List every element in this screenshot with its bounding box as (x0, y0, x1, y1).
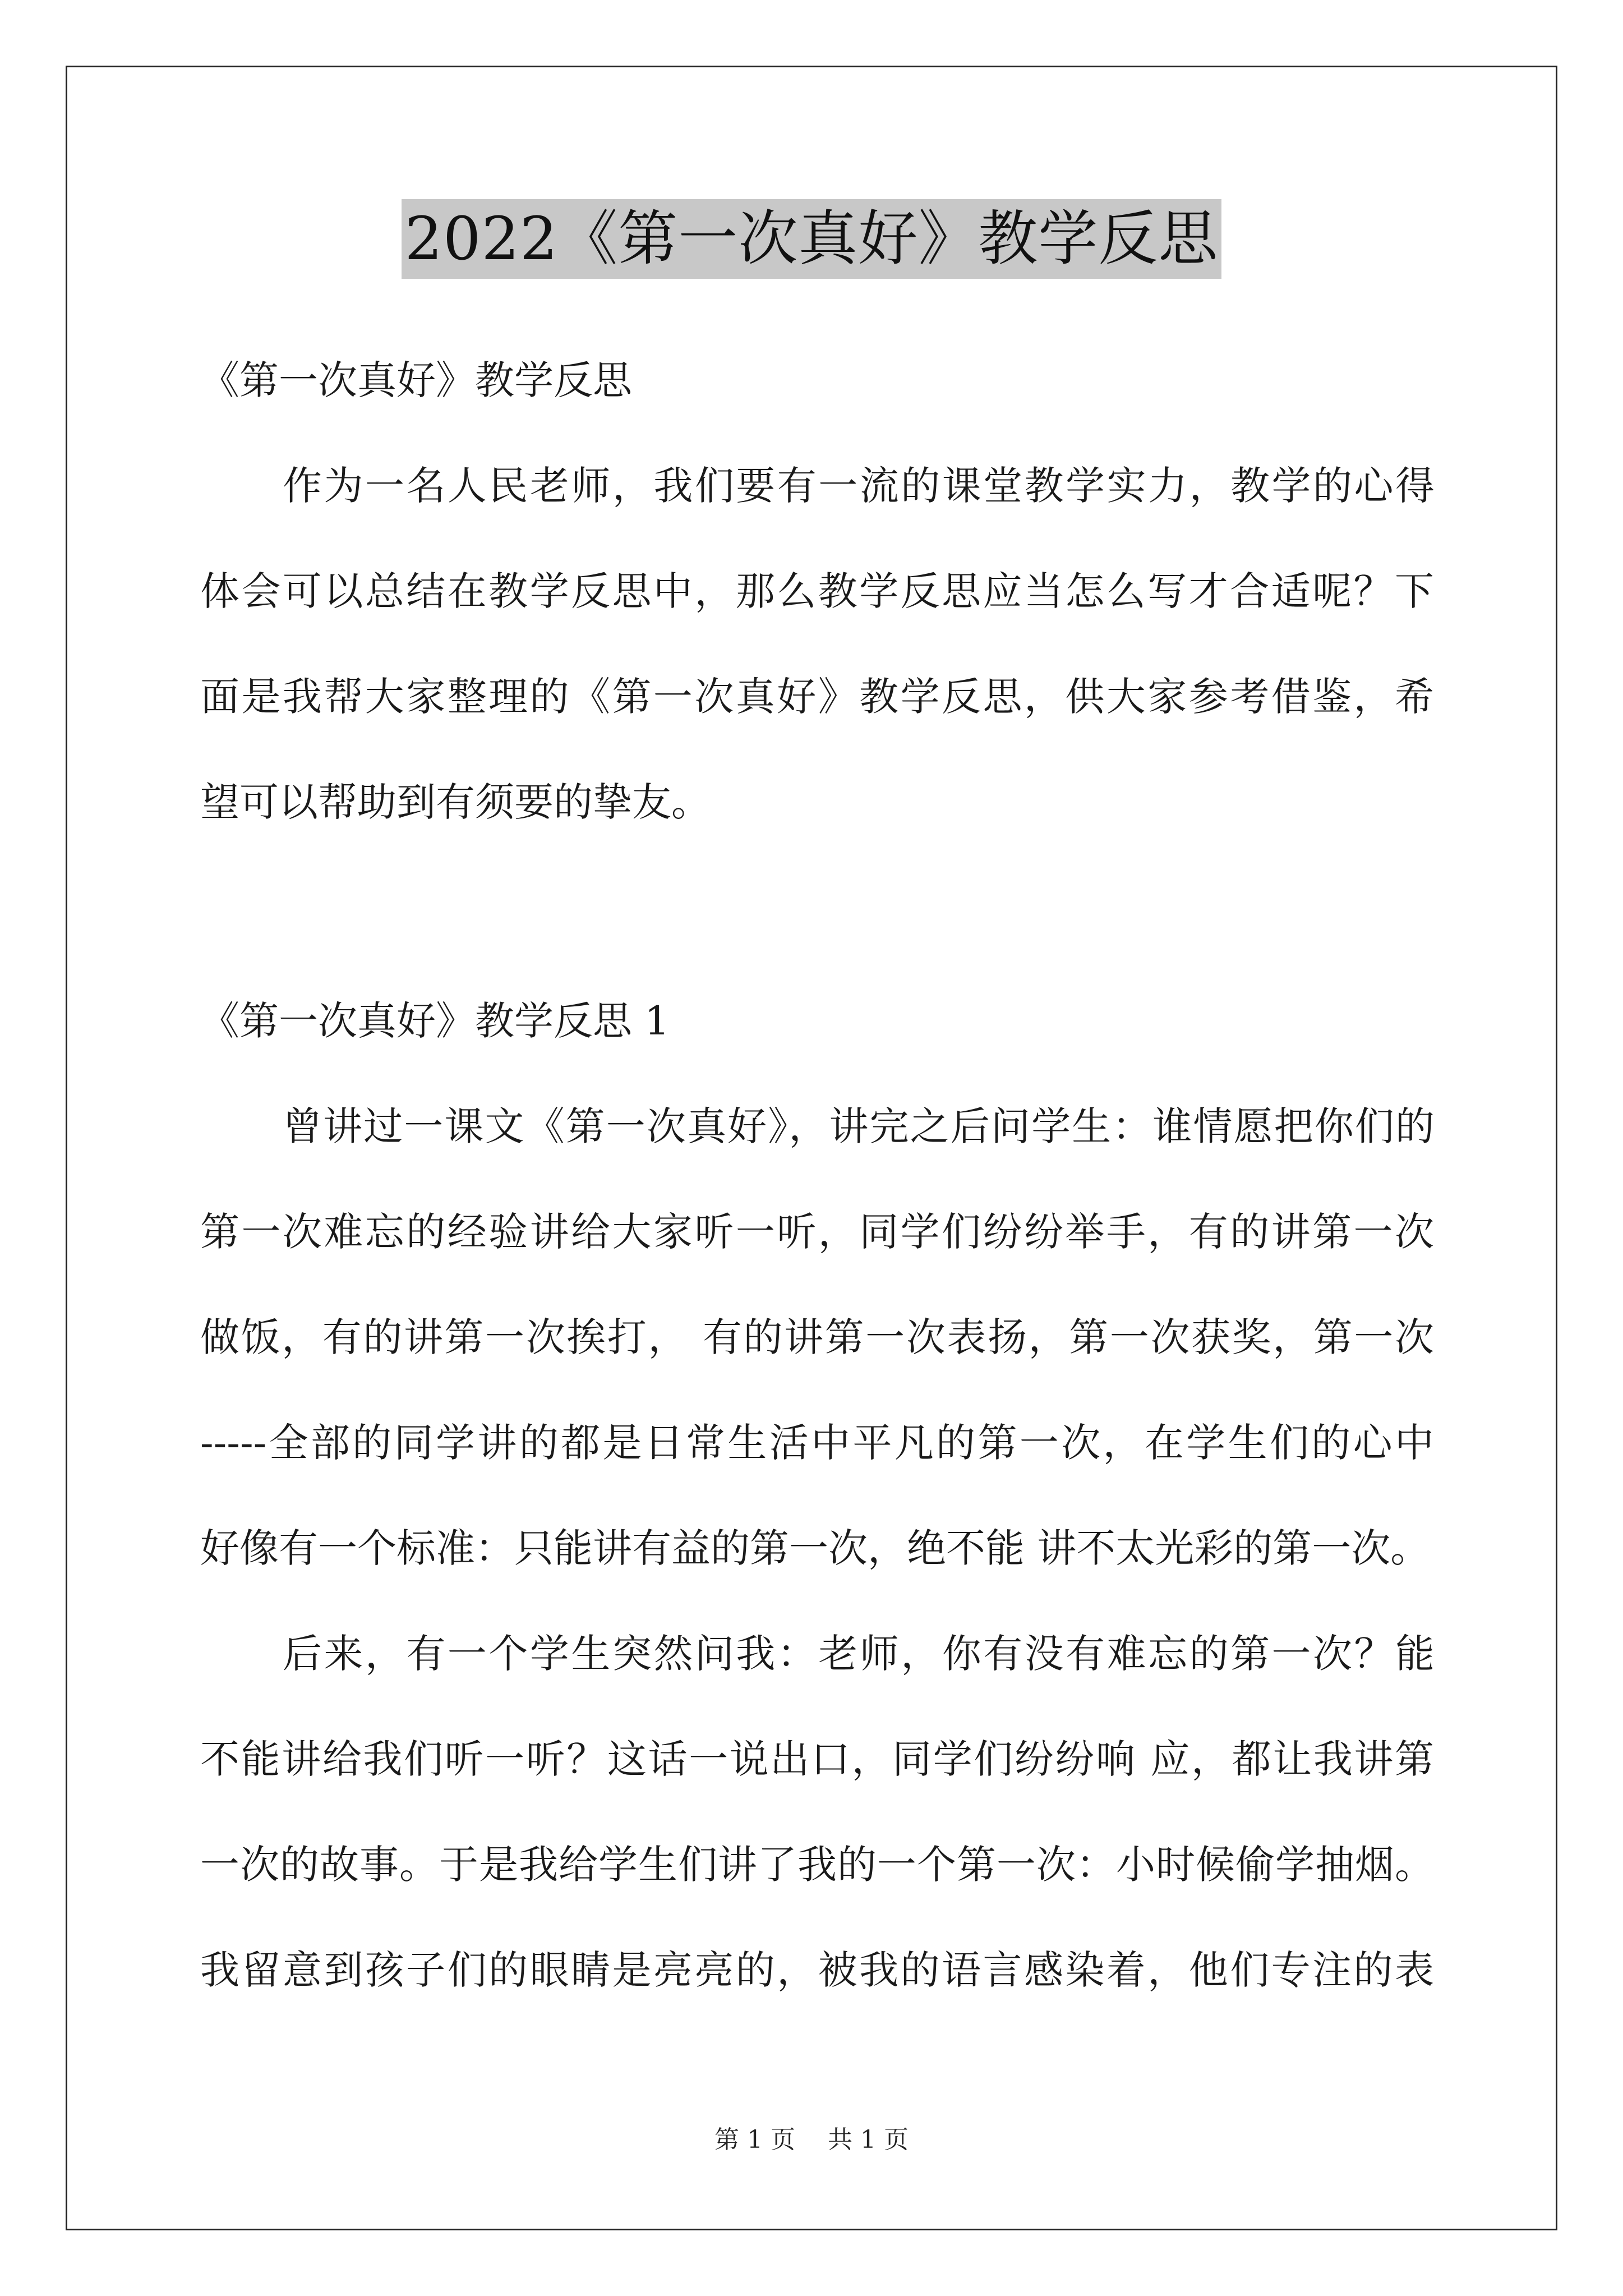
section-heading-2: 《第一次真好》教学反思 1 (200, 998, 670, 1044)
paragraph-line: 第一次难忘的经验讲给大家听一听，同学们纷纷举手，有的讲第一次 (200, 1209, 1434, 1255)
intro-line: 作为一名人民老师，我们要有一流的课堂教学实力，教学的心得 (283, 463, 1435, 509)
document-title: 2022《第一次真好》教学反思 (402, 199, 1222, 279)
paragraph-line: 我留意到孩子们的眼睛是亮亮的，被我的语言感染着，他们专注的表 (200, 1947, 1434, 1993)
page-footer: 第 1 页 共 1 页 (714, 2125, 909, 2154)
intro-line: 面是我帮大家整理的《第一次真好》教学反思，供大家参考借鉴，希 (200, 674, 1434, 720)
paragraph-line: 不能讲给我们听一听？这话一说出口，同学们纷纷响 应，都让我讲第 (200, 1736, 1434, 1782)
paragraph-line: 好像有一个标准：只能讲有益的第一次，绝不能 讲不太光彩的第一次。 (200, 1525, 1430, 1571)
paragraph-line: 后来，有一个学生突然问我：老师，你有没有难忘的第一次？能 (283, 1631, 1435, 1677)
paragraph-line: -----全部的同学讲的都是日常生活中平凡的第一次，在学生们的心中 (200, 1420, 1434, 1466)
intro-line: 体会可以总结在教学反思中，那么教学反思应当怎么写才合适呢？下 (200, 568, 1434, 614)
paragraph-line: 曾讲过一课文《第一次真好》，讲完之后问学生：谁情愿把你们的 (283, 1103, 1435, 1149)
paragraph-line: 做饭，有的讲第一次挨打， 有的讲第一次表扬，第一次获奖，第一次 (200, 1314, 1434, 1360)
paragraph-line: 一次的故事。于是我给学生们讲了我的一个第一次：小时候偷学抽烟。 (200, 1842, 1434, 1888)
intro-line: 望可以帮助到有须要的挚友。 (200, 779, 711, 825)
title-container (0, 199, 1623, 279)
section-heading-1: 《第一次真好》教学反思 (200, 357, 632, 403)
